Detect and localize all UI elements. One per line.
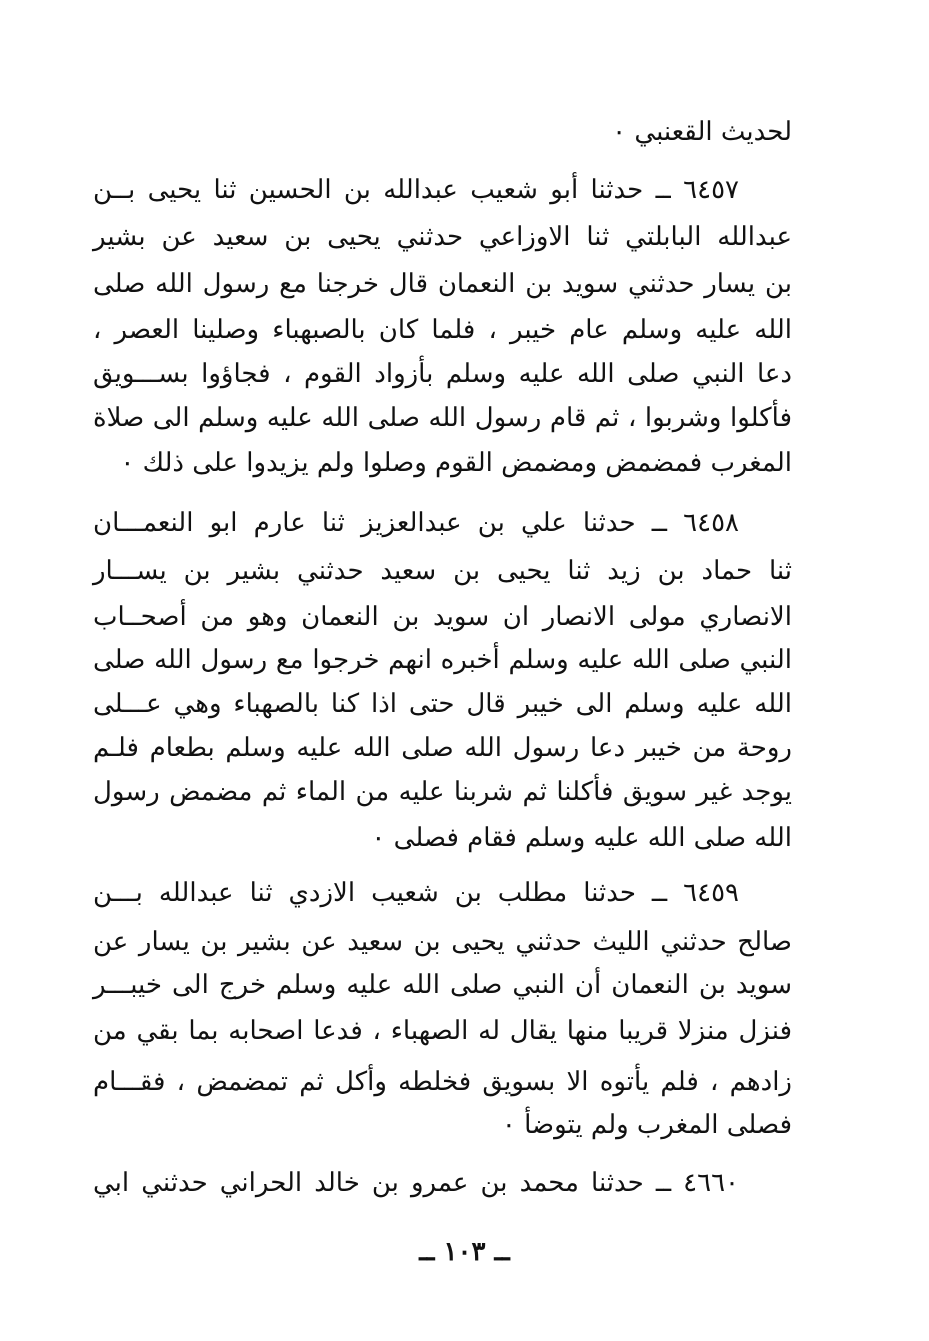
text-line: يوجد غير سويق فأكلنا ثم شربنا عليه من الماء ثم مضمض رسول: [93, 777, 792, 807]
text-line: عبدالله البابلتي ثنا الاوزاعي حدثني يحيى بن سعيد عن بشير: [93, 222, 792, 252]
section-heading: لحديث القعنبي ٠: [612, 117, 792, 147]
text-line: المغرب فمضمض ومضمض القوم وصلوا ولم يزيدوا على ذلك ٠: [120, 448, 792, 478]
text-line: دعا النبي صلى الله عليه وسلم بأزواد القوم ، فجاؤوا بســـويق: [93, 359, 792, 389]
text-line: فنزل منزلا قريبا منها يقال له الصهباء ، فدعا اصحابه بما بقي من: [93, 1016, 792, 1046]
text-line: الله عليه وسلم عام خيبر ، فلما كان بالصبهباء وصلينا العصر ،: [93, 315, 792, 345]
text-line: النبي صلى الله عليه وسلم أخبره انهم خرجوا مع رسول الله صلى: [93, 645, 792, 675]
text-line: فصلى المغرب ولم يتوضأ ٠: [501, 1110, 792, 1140]
text-line: ٦٤٥٨ ــ حدثنا علي بن عبدالعزيز ثنا عارم ابو النعمـــان: [93, 508, 739, 538]
text-line: سويد بن النعمان أن النبي صلى الله عليه وسلم خرج الى خيبـــر: [93, 970, 792, 1000]
page-number: ــ ١٠٣ ــ: [419, 1237, 510, 1267]
text-line: الله عليه وسلم الى خيبر قال حتى اذا كنا بالصهباء وهي عـــلى: [93, 689, 792, 719]
text-line: صالح حدثني الليث حدثني يحيى بن سعيد عن بشير بن يسار عن: [93, 927, 792, 957]
text-line: ٤٦٦٠ ــ حدثنا محمد بن عمرو بن خالد الحراني حدثني ابي: [93, 1168, 739, 1198]
text-line: ثنا حماد بن زيد ثنا يحيى بن سعيد حدثني بشير بن يســـار: [93, 556, 792, 586]
text-line: بن يسار حدثني سويد بن النعمان قال خرجنا مع رسول الله صلى: [93, 269, 792, 299]
text-line: روحة من خيبر دعا رسول الله صلى الله عليه وسلم بطعام فلـم: [93, 733, 792, 763]
text-line: فأكلوا وشربوا ، ثم قام رسول الله صلى الله عليه وسلم الى صلاة: [93, 403, 792, 433]
text-line: الله صلى الله عليه وسلم فقام فصلى ٠: [371, 823, 792, 853]
text-line: ٦٤٥٧ ــ حدثنا أبو شعيب عبدالله بن الحسين ثنا يحيى بــن: [93, 175, 739, 205]
text-line: ٦٤٥٩ ــ حدثنا مطلب بن شعيب الازدي ثنا عبدالله بـــن: [93, 878, 739, 908]
text-line: الانصاري مولى الانصار ان سويد بن النعمان وهو من أصحــاب: [93, 602, 792, 632]
text-line: زادهم ، فلم يأتوه الا بسويق فخلطه وأكل ثم تمضمض ، فقـــام: [93, 1067, 792, 1097]
